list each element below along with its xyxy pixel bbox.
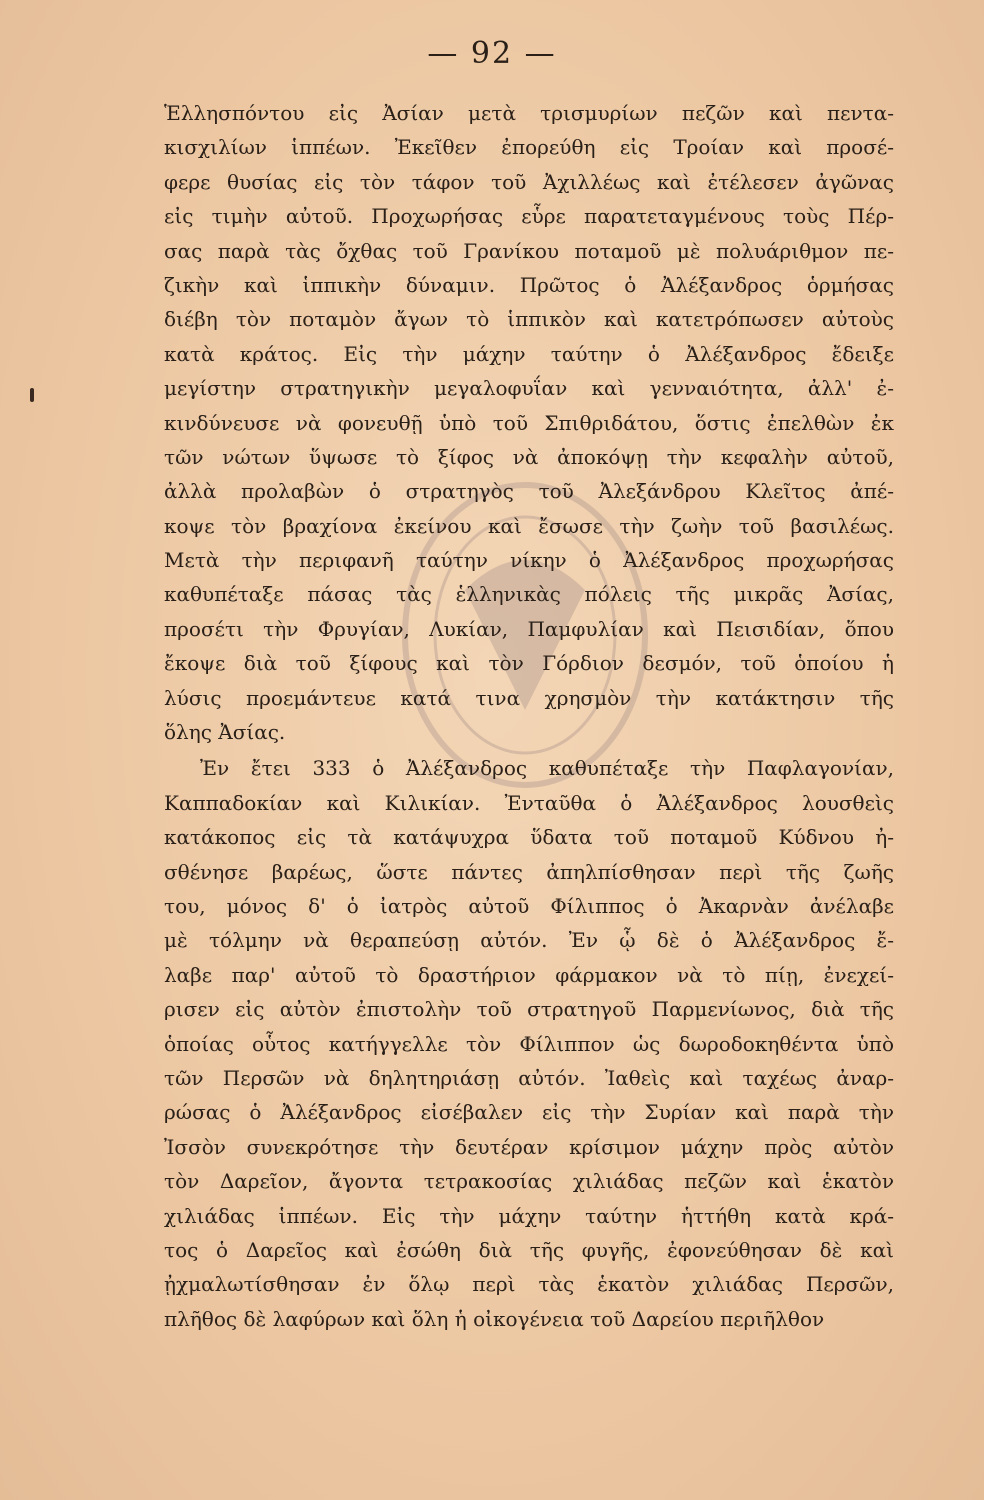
text-line: μεγίστην στρατηγικὴν μεγαλοφυΐαν καὶ γενναιότητα, ἀλλ' ἐ- xyxy=(164,376,894,401)
text-line: κισχιλίων ἱππέων. Ἐκεῖθεν ἐπορεύθη εἰς Τροίαν καὶ προσέ- xyxy=(164,135,894,160)
text-line: καθυπέταξε πάσας τὰς ἑλληνικὰς πόλεις τῆς μικρᾶς Ἀσίας, xyxy=(164,582,894,607)
text-line: χιλιάδας ἱππέων. Εἰς τὴν μάχην ταύτην ἡττήθη κατὰ κρά- xyxy=(164,1203,894,1228)
text-line: Καππαδοκίαν καὶ Κιλικίαν. Ἐνταῦθα ὁ Ἀλέξανδρος λουσθεὶς xyxy=(164,790,894,815)
paragraph-2 xyxy=(164,751,894,1336)
margin-ink-mark xyxy=(30,388,34,402)
text-line: Ἑλλησπόντου εἰς Ἀσίαν μετὰ τρισμυρίων πεζῶν καὶ πεντα- xyxy=(164,101,894,125)
text-line: τὸν Δαρεῖον, ἄγοντα τετρακοσίας χιλιάδας πεζῶν καὶ ἑκατὸν xyxy=(164,1169,894,1194)
text-line: εἰς τιμὴν αὐτοῦ. Προχωρήσας εὗρε παρατεταγμένους τοὺς Πέρ- xyxy=(164,204,894,229)
text-line: κοψε τὸν βραχίονα ἐκείνου καὶ ἔσωσε τὴν ζωὴν τοῦ βασιλέως. xyxy=(164,513,894,538)
text-line: ᾐχμαλωτίσθησαν ἐν ὅλῳ περὶ τὰς ἑκατὸν χιλιάδας Περσῶν, xyxy=(164,1272,894,1297)
text-line: ρώσας ὁ Ἀλέξανδρος εἰσέβαλεν εἰς τὴν Συρίαν καὶ παρὰ τὴν xyxy=(164,1100,894,1125)
text-line: προσέτι τὴν Φρυγίαν, Λυκίαν, Παμφυλίαν καὶ Πεισιδίαν, ὅπου xyxy=(164,616,894,641)
text-line: Μετὰ τὴν περιφανῆ ταύτην νίκην ὁ Ἀλέξανδρος προχωρήσας xyxy=(164,548,894,573)
text-line: διέβη τὸν ποταμὸν ἄγων τὸ ἱππικὸν καὶ κατετρόπωσεν αὐτοὺς xyxy=(164,307,894,332)
text-line: κατάκοπος εἰς τὰ κατάψυχρα ὕδατα τοῦ ποταμοῦ Κύδνου ἠ- xyxy=(164,825,894,850)
text-line: Ἐν ἔτει 333 ὁ Ἀλέξανδρος καθυπέταξε τὴν Παφλαγονίαν, xyxy=(200,756,894,781)
body-text xyxy=(164,96,894,1336)
text-line: λύσις προεμάντευε κατά τινα χρησμὸν τὴν κατάκτησιν τῆς xyxy=(164,685,894,710)
text-line: τος ὁ Δαρεῖος καὶ ἐσώθη διὰ τῆς φυγῆς, ἐφονεύθησαν δὲ καὶ xyxy=(164,1237,894,1262)
text-line: ἀλλὰ προλαβὼν ὁ στρατηγὸς τοῦ Ἀλεξάνδρου Κλεῖτος ἀπέ- xyxy=(164,479,894,504)
text-line: ὅλης Ἀσίας. xyxy=(164,720,286,745)
text-line: μὲ τόλμην νὰ θεραπεύσῃ αὐτόν. Ἐν ᾧ δὲ ὁ Ἀλέξανδρος ἔ- xyxy=(164,928,894,953)
text-line: σθένησε βαρέως, ὥστε πάντες ἀπηλπίσθησαν περὶ τῆς ζωῆς xyxy=(164,859,894,884)
text-line: τῶν Περσῶν νὰ δηλητηριάσῃ αὐτόν. Ἰαθεὶς καὶ ταχέως ἀναρ- xyxy=(164,1065,894,1090)
text-line: ζικὴν καὶ ἱππικὴν δύναμιν. Πρῶτος ὁ Ἀλέξανδρος ὁρμήσας xyxy=(164,272,894,297)
text-line: ρισεν εἰς αὐτὸν ἐπιστολὴν τοῦ στρατηγοῦ Παρμενίωνος, διὰ τῆς xyxy=(164,997,894,1022)
text-line: του, μόνος δ' ὁ ἰατρὸς αὐτοῦ Φίλιππος ὁ Ἀκαρνὰν ἀνέλαβε xyxy=(164,893,894,918)
text-line: λαβε παρ' αὐτοῦ τὸ δραστήριον φάρμακον νὰ τὸ πίῃ, ἐνεχεί- xyxy=(164,962,894,987)
text-line: σας παρὰ τὰς ὄχθας τοῦ Γρανίκου ποταμοῦ μὲ πολυάριθμον πε- xyxy=(164,238,894,263)
page-number: — 92 — xyxy=(427,36,557,71)
text-line: φερε θυσίας εἰς τὸν τάφον τοῦ Ἀχιλλέως καὶ ἐτέλεσεν ἀγῶνας xyxy=(164,169,894,194)
text-line: κινδύνευσε νὰ φονευθῇ ὑπὸ τοῦ Σπιθριδάτου, ὅστις ἐπελθὼν ἐκ xyxy=(164,410,894,435)
text-line: Ἰσσὸν συνεκρότησε τὴν δευτέραν κρίσιμον μάχην πρὸς αὐτὸν xyxy=(164,1134,894,1159)
text-line: πλῆθος δὲ λαφύρων καὶ ὅλη ἡ οἰκογένεια τοῦ Δαρείου περιῆλθον xyxy=(164,1306,825,1331)
text-line: ἔκοψε διὰ τοῦ ξίφους καὶ τὸν Γόρδιον δεσμόν, τοῦ ὁποίου ἡ xyxy=(164,651,894,676)
text-line: κατὰ κράτος. Εἰς τὴν μάχην ταύτην ὁ Ἀλέξανδρος ἔδειξε xyxy=(164,341,894,366)
text-line: τῶν νώτων ὕψωσε τὸ ξίφος νὰ ἀποκόψῃ τὴν κεφαλὴν αὐτοῦ, xyxy=(164,444,894,469)
paragraph-1 xyxy=(164,96,894,749)
text-line: ὁποίας οὗτος κατήγγελλε τὸν Φίλιππον ὡς δωροδοκηθέντα ὑπὸ xyxy=(164,1031,894,1056)
